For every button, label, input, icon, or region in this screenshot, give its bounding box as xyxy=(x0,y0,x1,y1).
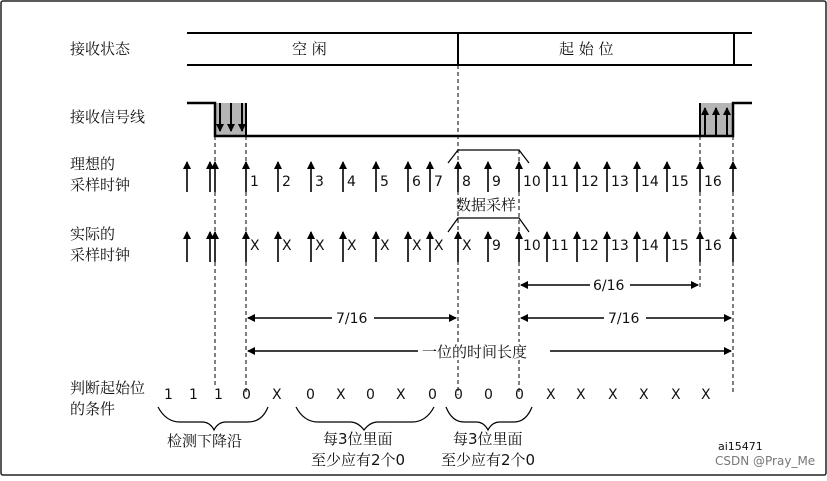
ideal-clock-tick-label: 3 xyxy=(315,174,324,190)
actual-clock-tick-label: X xyxy=(315,238,325,254)
signal-waveform xyxy=(187,103,752,136)
label-ideal-clock-1: 理想的 xyxy=(70,155,116,173)
actual-clock-tick-label: 12 xyxy=(581,238,599,254)
ideal-clock-tick-label: 8 xyxy=(462,174,471,190)
label-actual-clock-2: 采样时钟 xyxy=(70,246,131,264)
actual-clock-tick-label: 9 xyxy=(492,238,501,254)
ideal-clock-tick-label: 16 xyxy=(704,174,722,190)
span-seven-right: 7/16 xyxy=(608,311,640,327)
ideal-clock-tick-label: 12 xyxy=(581,174,599,190)
group-falling-edge: 检测下降沿 xyxy=(167,432,243,450)
label-signal-line: 接收信号线 xyxy=(70,108,146,126)
figure-id: ai15471 xyxy=(718,440,763,453)
condition-value: 0 xyxy=(366,387,375,403)
condition-value: 0 xyxy=(515,387,524,403)
watermark: CSDN @Pray_Me xyxy=(715,454,816,468)
actual-clock-tick-label: X xyxy=(412,238,422,254)
actual-clock-tick-label: 11 xyxy=(551,238,569,254)
actual-clock-tick-label: 13 xyxy=(611,238,629,254)
timing-spans xyxy=(248,285,731,351)
label-receive-state: 接收状态 xyxy=(70,40,131,58)
span-bit-duration: 一位的时间长度 xyxy=(422,343,528,361)
condition-value: X xyxy=(671,387,681,403)
condition-value: X xyxy=(608,387,618,403)
actual-clock-tick-label: X xyxy=(282,238,292,254)
condition-value: X xyxy=(336,387,346,403)
label-condition-2: 的条件 xyxy=(70,400,116,418)
condition-value: X xyxy=(396,387,406,403)
state-start-bit: 起 始 位 xyxy=(559,40,614,58)
group-second-three-1: 每3位里面 xyxy=(453,430,523,448)
condition-value: 1 xyxy=(164,387,173,403)
label-actual-clock-1: 实际的 xyxy=(70,225,116,243)
condition-value: 1 xyxy=(214,387,223,403)
state-band xyxy=(187,33,752,65)
span-seven-left: 7/16 xyxy=(336,311,368,327)
actual-clock-tick-label: X xyxy=(250,238,260,254)
condition-value: 0 xyxy=(484,387,493,403)
actual-clock-tick-label: 16 xyxy=(704,238,722,254)
actual-clock-tick-label: 14 xyxy=(641,238,659,254)
ideal-clock-tick-label: 13 xyxy=(611,174,629,190)
group-second-three-2: 至少应有2个0 xyxy=(441,451,536,469)
group-first-three-2: 至少应有2个0 xyxy=(311,451,406,469)
condition-value: 0 xyxy=(242,387,251,403)
condition-value: X xyxy=(272,387,282,403)
ideal-clock-tick-label: 15 xyxy=(671,174,689,190)
actual-clock-tick-label: 15 xyxy=(671,238,689,254)
label-condition-1: 判断起始位 xyxy=(70,379,146,397)
ideal-clock-tick-label: 2 xyxy=(282,174,291,190)
label-ideal-clock-2: 采样时钟 xyxy=(70,176,131,194)
condition-value: X xyxy=(701,387,711,403)
ideal-clock-tick-label: 10 xyxy=(523,174,541,190)
group-first-three-1: 每3位里面 xyxy=(323,430,393,448)
ideal-clock-tick-label: 7 xyxy=(434,174,443,190)
condition-value: 0 xyxy=(306,387,315,403)
actual-clock-tick-label: X xyxy=(347,238,357,254)
actual-clock-tick-label: X xyxy=(380,238,390,254)
actual-clock-tick-label: X xyxy=(462,238,472,254)
ideal-clock-tick-label: 4 xyxy=(347,174,356,190)
ideal-clock-tick-label: 11 xyxy=(551,174,569,190)
condition-value: 0 xyxy=(454,387,463,403)
span-six-sixteenths: 6/16 xyxy=(593,278,625,294)
ideal-clock-tick-label: 9 xyxy=(492,174,501,190)
actual-sampling-clock xyxy=(187,232,733,262)
condition-value: 0 xyxy=(428,387,437,403)
ideal-clock-tick-label: 6 xyxy=(412,174,421,190)
ideal-sampling-clock xyxy=(187,162,733,192)
actual-clock-tick-label: X xyxy=(434,238,444,254)
actual-clock-tick-label: 10 xyxy=(523,238,541,254)
ideal-clock-tick-label: 5 xyxy=(380,174,389,190)
data-sampling-label: 数据采样 xyxy=(456,196,517,214)
condition-value: X xyxy=(576,387,586,403)
condition-value: 1 xyxy=(189,387,198,403)
condition-group-braces xyxy=(158,407,532,430)
ideal-clock-tick-label: 14 xyxy=(641,174,659,190)
ideal-clock-tick-label: 1 xyxy=(250,174,259,190)
start-bit-condition-values xyxy=(164,387,711,403)
state-idle: 空 闲 xyxy=(292,40,327,58)
condition-value: X xyxy=(639,387,649,403)
condition-value: X xyxy=(546,387,556,403)
